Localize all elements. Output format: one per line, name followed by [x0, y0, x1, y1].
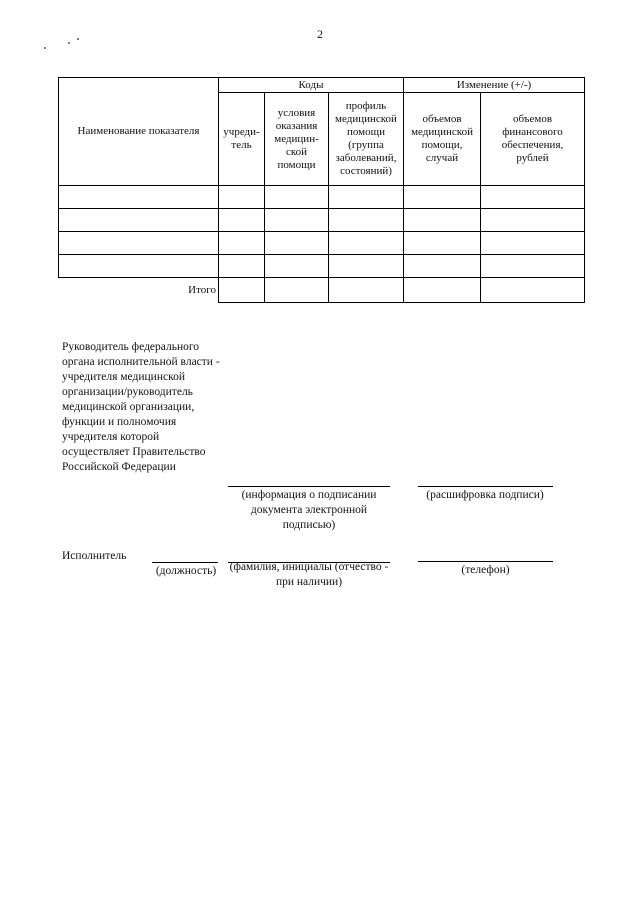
position-line [152, 562, 218, 563]
head-signatory-text: Руководитель федерального органа исполнительной власти - учредителя медицинской организации/руководитель медицинской организации, функции и полномочия учредителя которой осуществляет Правительство Российской Федерации [62, 341, 220, 473]
header-volume-care: объемов медицинской помощи, случай [404, 93, 481, 186]
table-row [59, 232, 585, 255]
position-caption: (должность) [155, 565, 217, 577]
total-label: Итого [59, 278, 219, 303]
scan-speck [44, 47, 46, 49]
header-volume-finance: объемов финансового обеспечения, рублей [481, 93, 585, 186]
decode-caption: (расшифровка подписи) [426, 489, 544, 501]
indicator-table [58, 77, 585, 303]
total-row [59, 278, 585, 303]
name-caption: (фамилия, инициалы (отчество - при наличии) [229, 561, 389, 588]
signature-line [228, 486, 390, 487]
decode-line [418, 486, 553, 487]
header-care-profile: профиль медицинской помощи (группа заболеваний, состояний) [329, 93, 404, 186]
table-row [59, 209, 585, 232]
header-care-conditions: условия оказания медицин- ской помощи [265, 93, 329, 186]
electronic-signature-caption: (информация о подписании документа электронной подписью) [241, 489, 377, 531]
phone-line [418, 561, 553, 562]
page-number: 2 [317, 27, 323, 41]
executor-label: Исполнитель [62, 550, 127, 562]
header-change: Изменение (+/-) [404, 78, 585, 93]
header-codes: Коды [219, 78, 404, 93]
scan-speck [77, 38, 79, 40]
table-row [59, 255, 585, 278]
header-founder: учреди- тель [219, 93, 265, 186]
scan-speck [68, 42, 70, 44]
header-indicator-name: Наименование показателя [59, 78, 219, 186]
phone-caption: (телефон) [461, 564, 510, 576]
table-row [59, 186, 585, 209]
